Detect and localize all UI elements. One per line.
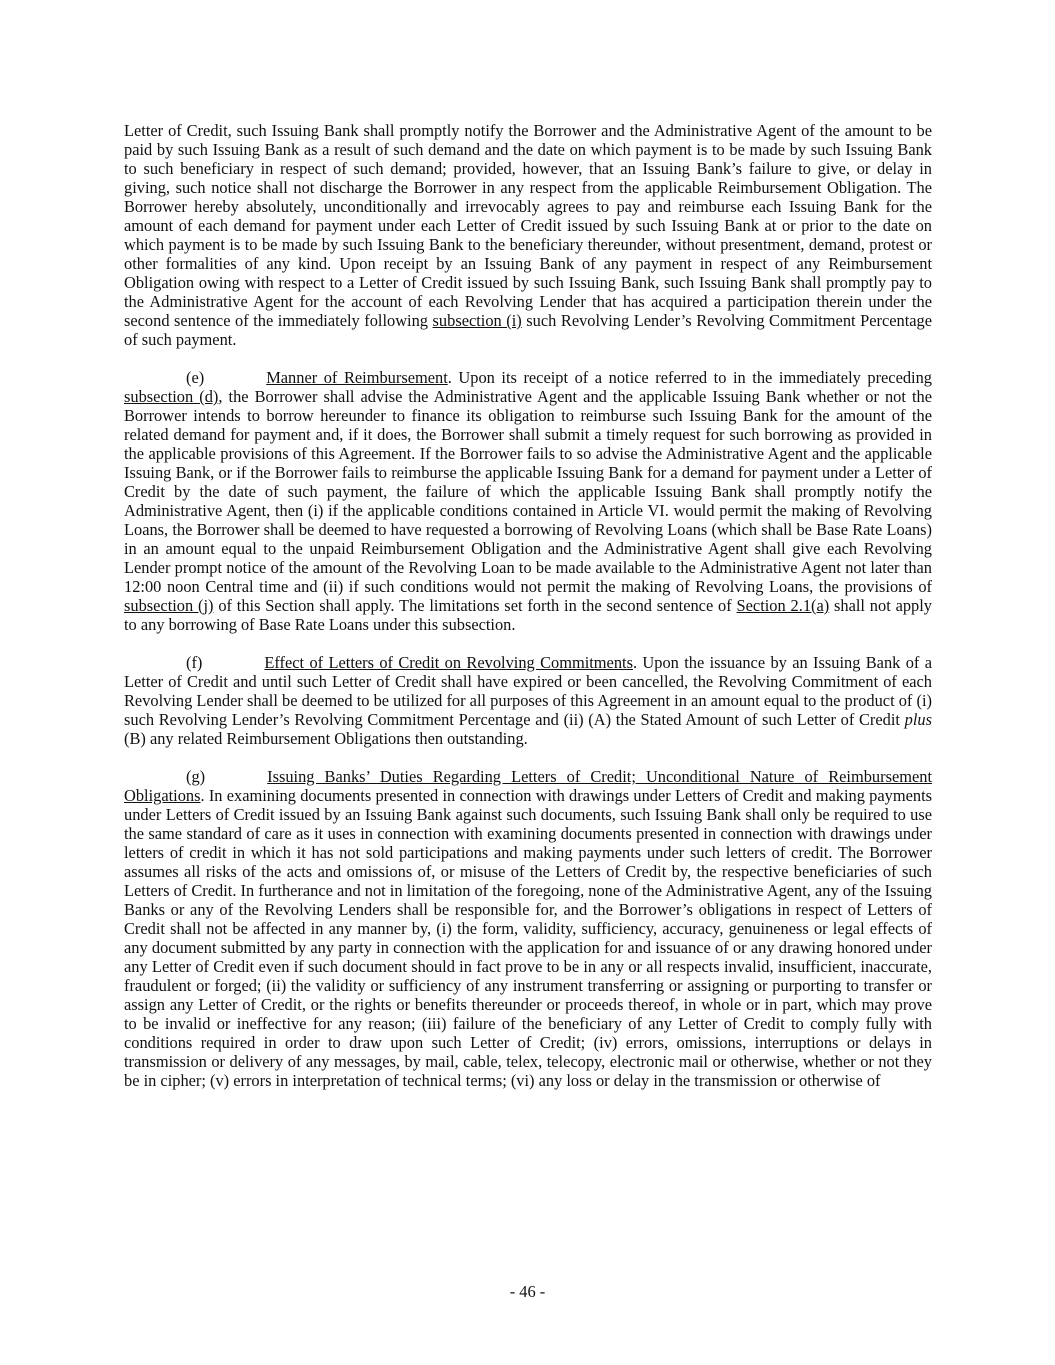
paragraph-g: (g) Issuing Banks’ Duties Regarding Letters of Credit; Unconditional Nature of Reimbursement Obligations. In examining documents presented in connection with drawings under Letters of Credit and making payments under Letters of Credit issued by an Issuing Bank against such documents, such Issuing Bank shall only be required to use the same standard of care as it uses in connection with examining documents presented in connection with drawings under letters of credit in which it has not sold participations and making payments under such letters of credit. The Borrower assumes all risks of the acts and omissions of, or misuse of the Letters of Credit by, the respective beneficiaries of such Letters of Credit. In furtherance and not in limitation of the foregoing, none of the Administrative Agent, any of the Issuing Banks or any of the Revolving Lenders shall be responsible for, and the Borrower’s obligations in respect of Letters of Credit shall not be affected in any manner by, (i) the form, validity, sufficiency, accuracy, genuineness or legal effects of any document submitted by any party in connection with the application for and issuance of or any drawing honored under any Letter of Credit even if such document should in fact prove to be in any or all respects invalid, insufficient, inaccurate, fraudulent or forged; (ii) the validity or sufficiency of any instrument transferring or assigning or purporting to transfer or assign any Letter of Credit, or the rights or benefits thereunder or proceeds thereof, in whole or in part, which may prove to be invalid or ineffective for any reason; (iii) failure of the beneficiary of any Letter of Credit to comply fully with conditions required in order to draw upon such Letter of Credit; (iv) errors, omissions, interruptions or delays in transmission or delivery of any messages, by mail, cable, telex, telecopy, electronic mail or otherwise, whether or not they be in cipher; (v) errors in interpretation of technical terms; (vi) any loss or delay in the transmission or otherwise of — [124, 767, 932, 1090]
cross-reference-subsection-d: subsection (d) — [124, 387, 219, 406]
cross-reference-section-2-1a: Section 2.1(a) — [736, 596, 830, 615]
document-body — [124, 121, 932, 1109]
paragraph-f: (f) Effect of Letters of Credit on Revolving Commitments. Upon the issuance by an Issuing Bank of a Letter of Credit and until such Letter of Credit shall have expired or been cancelled, the Revolving Commitment of each Revolving Lender shall be deemed to be utilized for all purposes of this Agreement in an amount equal to the product of (i) such Revolving Lender’s Revolving Commitment Percentage and (ii) (A) the Stated Amount of such Letter of Credit plus (B) any related Reimbursement Obligations then outstanding. — [124, 653, 932, 748]
section-heading: Effect of Letters of Credit on Revolving Commitments — [264, 653, 633, 672]
paragraph-d-continuation: Letter of Credit, such Issuing Bank shall promptly notify the Borrower and the Administrative Agent of the amount to be paid by such Issuing Bank as a result of such demand and the date on which payment is to be made by such Issuing Bank to such beneficiary in respect of such demand; provided, however, that an Issuing Bank’s failure to give, or delay in giving, such notice shall not discharge the Borrower in any respect from the applicable Reimbursement Obligation. The Borrower hereby absolutely, unconditionally and irrevocably agrees to pay and reimburse each Issuing Bank for the amount of each demand for payment under each Letter of Credit issued by such Issuing Bank at or prior to the date on which payment is to be made by such Issuing Bank to the beneficiary thereunder, without presentment, demand, protest or other formalities of any kind. Upon receipt by an Issuing Bank of any payment in respect of any Reimbursement Obligation owing with respect to a Letter of Credit issued by such Issuing Bank, such Issuing Bank shall promptly pay to the Administrative Agent for the account of each Revolving Lender that has acquired a participation therein under the second sentence of the immediately following subsection (i) such Revolving Lender’s Revolving Commitment Percentage of such payment. — [124, 121, 932, 349]
paragraph-e: (e) Manner of Reimbursement. Upon its receipt of a notice referred to in the immediately preceding subsection (d), the Borrower shall advise the Administrative Agent and the applicable Issuing Bank whether or not the Borrower intends to borrow hereunder to finance its obligation to reimburse such Issuing Bank for the amount of the related demand for payment and, if it does, the Borrower shall submit a timely request for such borrowing as provided in the applicable provisions of this Agreement. If the Borrower fails to so advise the Administrative Agent and the applicable Issuing Bank, or if the Borrower fails to reimburse the applicable Issuing Bank for a demand for payment under a Letter of Credit by the date of such payment, the failure of which the applicable Issuing Bank shall promptly notify the Administrative Agent, then (i) if the applicable conditions contained in Article VI. would permit the making of Revolving Loans, the Borrower shall be deemed to have requested a borrowing of Revolving Loans (which shall be Base Rate Loans) in an amount equal to the unpaid Reimbursement Obligation and the Administrative Agent shall give each Revolving Lender prompt notice of the amount of the Revolving Loan to be made available to the Administrative Agent not later than 12:00 noon Central time and (ii) if such conditions would not permit the making of Revolving Loans, the provisions of subsection (j) of this Section shall apply. The limitations set forth in the second sentence of Section 2.1(a) shall not apply to any borrowing of Base Rate Loans under this subsection. — [124, 368, 933, 634]
paragraph-label: (e) — [186, 368, 205, 387]
section-heading: Manner of Reimbursement — [266, 368, 448, 387]
section-heading: Issuing Banks’ Duties Regarding Letters of Credit; Unconditional Nature of Reimbursement Obligations — [124, 767, 932, 805]
paragraph-label: (f) — [186, 653, 203, 672]
cross-reference-subsection-i: subsection (i) — [432, 311, 522, 330]
page-number: - 46 - — [509, 1282, 546, 1301]
paragraph-label: (g) — [186, 767, 206, 786]
emphasis-plus: plus — [904, 710, 932, 729]
cross-reference-subsection-j: subsection (j) — [124, 596, 214, 615]
